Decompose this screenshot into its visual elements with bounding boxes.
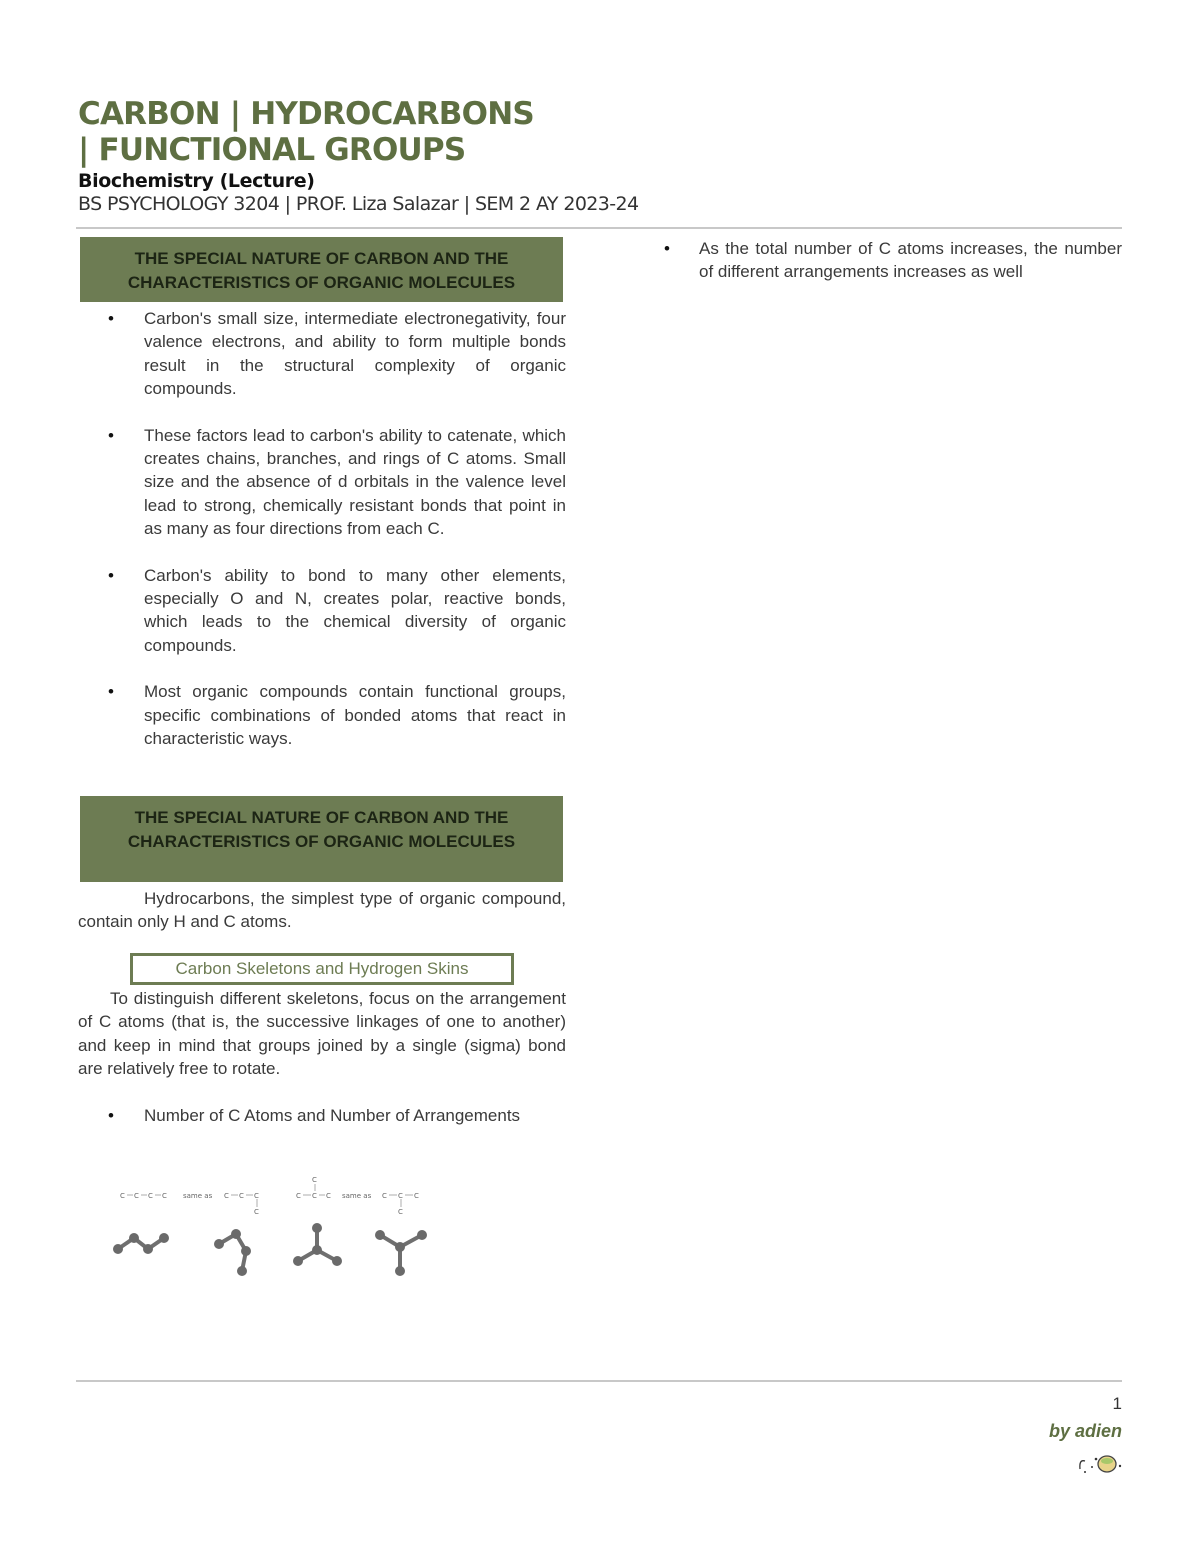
right-bullet-list xyxy=(664,237,1122,284)
author-byline: by adien xyxy=(1048,1421,1122,1441)
structural-formula-c: C xyxy=(239,1192,244,1200)
same-as-label: same as xyxy=(342,1192,372,1200)
body-paragraph: To distinguish different skeletons, focus on the arrangement of C atoms (that is, the successive linkages of one to another) and keep in mind that groups joined by a single (sigma) bond are relatively free to rotate. xyxy=(78,989,566,1079)
section-1-content xyxy=(78,307,566,774)
intro-paragraph: Hydrocarbons, the simplest type of organic compound, contain only H and C atoms. xyxy=(78,889,566,932)
course-meta: BS PSYCHOLOGY 3204 | PROF. Liza Salazar | SEM 2 AY 2023-24 xyxy=(78,193,639,215)
page-number: 1 xyxy=(1112,1394,1122,1413)
structural-formula-c: C xyxy=(134,1192,139,1200)
list-item: • These factors lead to carbon's ability to catenate, which creates chains, branches, and rings of C atoms. Small size and the absence of d orbitals in the valence level lead to strong, chemically resistant bonds that point in as many as four directions from each C. xyxy=(78,424,566,541)
structural-formula-c: C xyxy=(312,1176,317,1184)
section-heading-1: THE SPECIAL NATURE OF CARBON AND THE CHARACTERISTICS OF ORGANIC MOLECULES xyxy=(80,237,563,302)
structural-formula-c: C xyxy=(326,1192,331,1200)
title-line-1: CARBON | HYDROCARBONS xyxy=(78,96,534,132)
structural-formula-c: C xyxy=(414,1192,419,1200)
section-1-bullet-list xyxy=(78,307,566,751)
structural-formula-c: C xyxy=(224,1192,229,1200)
carbon-skeleton-diagram xyxy=(108,1172,438,1284)
structural-formula-c: C xyxy=(296,1192,301,1200)
boxed-subheading: Carbon Skeletons and Hydrogen Skins xyxy=(130,953,514,985)
list-item: • Carbon's ability to bond to many other elements, especially O and N, creates polar, reactive bonds, which leads to the chemical diversity of organic compounds. xyxy=(78,564,566,658)
list-item: • Most organic compounds contain functional groups, specific combinations of bonded atoms that react in characteristic ways. xyxy=(78,680,566,750)
section-2-body xyxy=(78,987,566,1081)
right-column xyxy=(664,237,1122,307)
title-line-2: | FUNCTIONAL GROUPS xyxy=(78,132,466,168)
structural-formula-c: C xyxy=(120,1192,125,1200)
section-2-bullet-list xyxy=(78,1104,566,1127)
section-2-bullets xyxy=(78,1104,566,1150)
decorative-sparkle-icon xyxy=(1076,1452,1122,1478)
structural-formula-c: C xyxy=(398,1192,403,1200)
structural-formula-c: C xyxy=(312,1192,317,1200)
list-item: • As the total number of C atoms increases, the number of different arrangements increases as well xyxy=(664,237,1122,284)
section-heading-2: THE SPECIAL NATURE OF CARBON AND THE CHARACTERISTICS OF ORGANIC MOLECULES xyxy=(80,796,563,882)
section-2-intro xyxy=(78,887,566,934)
structural-formula-c: C xyxy=(398,1208,403,1216)
header-divider xyxy=(76,227,1122,229)
document-title xyxy=(78,96,638,168)
structural-formula-c: C xyxy=(254,1208,259,1216)
structural-formula-c: C xyxy=(148,1192,153,1200)
course-subtitle: Biochemistry (Lecture) xyxy=(78,170,315,192)
structural-formula-c: C xyxy=(382,1192,387,1200)
structural-formula-c: C xyxy=(254,1192,259,1200)
list-item: • Number of C Atoms and Number of Arrangements xyxy=(78,1104,566,1127)
same-as-label: same as xyxy=(183,1192,213,1200)
footer-divider xyxy=(76,1380,1122,1382)
structural-formula-c: C xyxy=(162,1192,167,1200)
list-item: • Carbon's small size, intermediate electronegativity, four valence electrons, and ability to form multiple bonds result in the structural complexity of organic compounds. xyxy=(78,307,566,401)
